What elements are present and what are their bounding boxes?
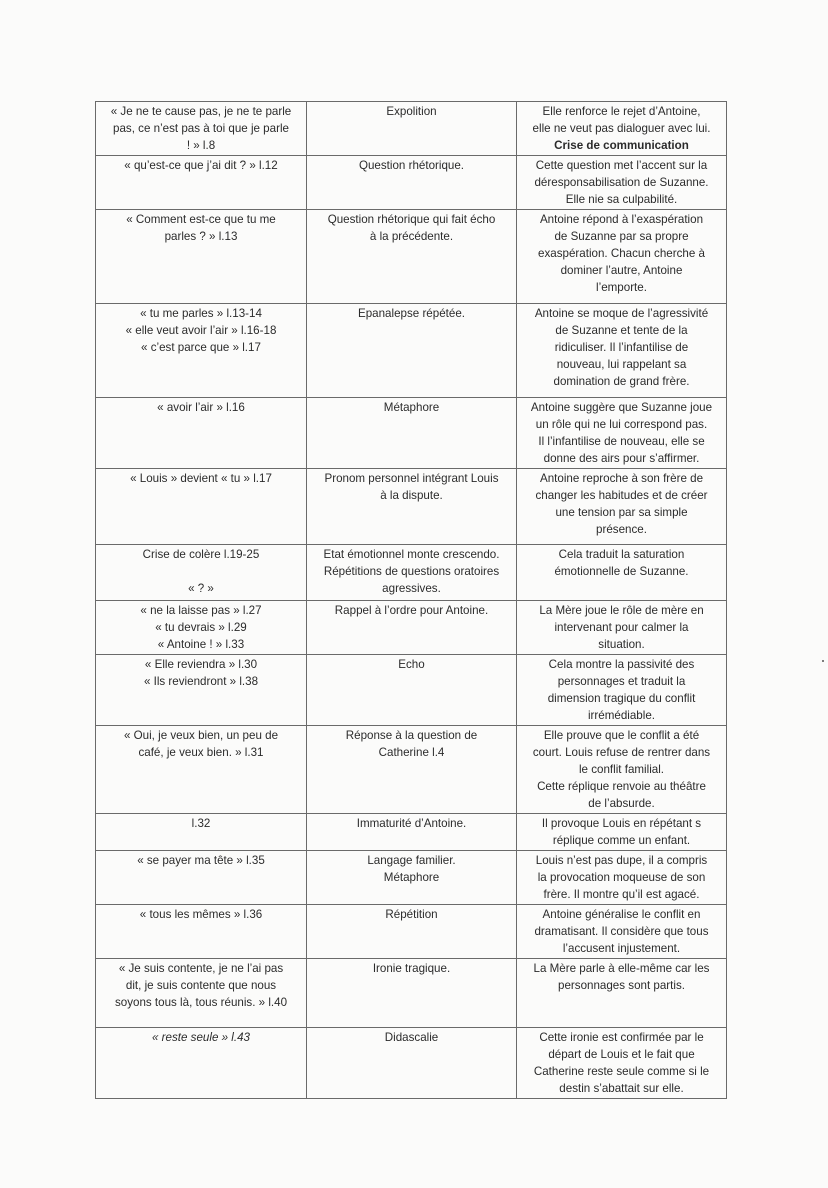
figure-cell	[307, 814, 517, 851]
cell-line: dimension tragique du conflit	[547, 692, 696, 705]
cell-line: « ? »	[188, 582, 214, 595]
cell-line: Cette ironie est confirmée par le	[539, 1031, 704, 1044]
cell-line: Antoine suggère que Suzanne joue	[530, 401, 713, 414]
blank-line	[102, 563, 300, 580]
effect-cell	[517, 851, 727, 905]
effect-cell	[517, 156, 727, 210]
effect-cell	[517, 304, 727, 398]
effect-cell	[517, 398, 727, 469]
table-row	[96, 210, 727, 304]
cell-line: agressives.	[382, 582, 441, 595]
cell-line: Métaphore	[383, 871, 440, 884]
cell-line: Immaturité d’Antoine.	[356, 817, 467, 830]
quote-cell	[96, 726, 307, 814]
cell-line: Ironie tragique.	[372, 962, 451, 975]
cell-line: Cette réplique renvoie au théâtre	[537, 780, 706, 793]
cell-line: Cela montre la passivité des	[548, 658, 695, 671]
cell-line: « Ils reviendront » l.38	[143, 675, 259, 688]
effect-cell	[517, 1028, 727, 1099]
cell-line: Elle renforce le rejet d’Antoine,	[542, 105, 701, 118]
effect-cell	[517, 469, 727, 545]
table-row	[96, 655, 727, 726]
quote-cell	[96, 545, 307, 601]
effect-cell	[517, 210, 727, 304]
cell-line: Antoine généralise le conflit en	[542, 908, 701, 921]
cell-line: Echo	[398, 658, 425, 671]
table-row	[96, 726, 727, 814]
cell-line: La Mère parle à elle-même car les	[533, 962, 710, 975]
cell-line: Langage familier.	[367, 854, 456, 867]
cell-line: « Je suis contente, je ne l’ai pas	[118, 962, 284, 975]
table-row	[96, 156, 727, 210]
cell-line: « Elle reviendra » l.30	[144, 658, 258, 671]
cell-line: « qu’est-ce que j’ai dit ? » l.12	[124, 159, 278, 172]
cell-line: Cela traduit la saturation	[558, 548, 685, 561]
cell-line: dominer l’autre, Antoine	[560, 264, 683, 277]
cell-line: départ de Louis et le fait que	[548, 1048, 695, 1061]
cell-line: l’accusent injustement.	[562, 942, 681, 955]
quote-cell	[96, 304, 307, 398]
cell-line: « elle veut avoir l’air » l.16-18	[125, 324, 277, 337]
cell-line: Epanalepse répétée.	[357, 307, 465, 320]
cell-line: « Je ne te cause pas, je ne te parle	[110, 105, 292, 118]
figure-cell	[307, 545, 517, 601]
cell-line: La Mère joue le rôle de mère en	[539, 604, 704, 617]
table-row	[96, 959, 727, 1028]
figure-cell	[307, 398, 517, 469]
cell-line: de Suzanne par sa propre	[554, 230, 689, 243]
cell-line: Expolition	[386, 105, 437, 118]
figure-cell	[307, 655, 517, 726]
effect-cell	[517, 102, 727, 156]
cell-line: présence.	[596, 523, 647, 536]
quote-cell	[96, 156, 307, 210]
cell-line: changer les habitudes et de créer	[535, 489, 708, 502]
cell-line: « Oui, je veux bien, un peu de	[123, 729, 279, 742]
cell-line: elle ne veut pas dialoguer avec lui.	[532, 122, 711, 135]
cell-line: dramatisant. Il considère que tous	[534, 925, 709, 938]
analysis-table	[95, 101, 727, 1099]
cell-line: soyons tous là, tous réunis. » l.40	[114, 996, 288, 1009]
cell-line: dit, je suis contente que nous	[125, 979, 277, 992]
cell-line: de l’absurde.	[588, 797, 655, 810]
figure-cell	[307, 210, 517, 304]
cell-line: « tu me parles » l.13-14	[140, 307, 262, 320]
cell-line: parles ? » l.13	[164, 230, 238, 243]
cell-line: ! » l.8	[186, 139, 216, 152]
cell-line: exaspération. Chacun cherche à	[538, 247, 705, 260]
quote-cell	[96, 959, 307, 1028]
cell-line: Il provoque Louis en répétant s	[541, 817, 702, 830]
effect-cell	[517, 545, 727, 601]
cell-line: de Suzanne et tente de la	[555, 324, 688, 337]
cell-line: personnages sont partis.	[558, 979, 685, 992]
cell-line: Etat émotionnel monte crescendo.	[323, 548, 500, 561]
figure-cell	[307, 905, 517, 959]
cell-line: Métaphore	[383, 401, 440, 414]
cell-line: réplique comme un enfant.	[552, 834, 691, 847]
cell-line: Antoine reproche à son frère de	[539, 472, 704, 485]
cell-line: Louis n’est pas dupe, il a compris	[535, 854, 708, 867]
cell-line: domination de grand frère.	[553, 375, 690, 388]
quote-cell	[96, 469, 307, 545]
cell-line: Pronom personnel intégrant Louis	[324, 472, 499, 485]
figure-cell	[307, 304, 517, 398]
cell-line: l’emporte.	[596, 281, 647, 294]
cell-line: Question rhétorique.	[358, 159, 465, 172]
cell-line: Antoine répond à l’exaspération	[539, 213, 704, 226]
cell-line: « c’est parce que » l.17	[141, 341, 261, 354]
figure-cell	[307, 156, 517, 210]
cell-line: « reste seule » l.43	[152, 1031, 250, 1044]
quote-cell	[96, 655, 307, 726]
cell-line: émotionnelle de Suzanne.	[554, 565, 689, 578]
cell-line: café, je veux bien. » l.31	[138, 746, 264, 759]
table-row	[96, 469, 727, 545]
cell-line: « Comment est-ce que tu me	[126, 213, 276, 226]
cell-line: Cette question met l’accent sur la	[535, 159, 708, 172]
quote-cell	[96, 814, 307, 851]
cell-line: l.32	[191, 817, 211, 830]
table-row	[96, 1028, 727, 1099]
cell-line: Répétitions de questions oratoires	[323, 565, 500, 578]
quote-cell	[96, 210, 307, 304]
cell-line: situation.	[598, 638, 645, 651]
effect-cell	[517, 655, 727, 726]
cell-line: pas, ce n’est pas à toi que je parle	[113, 122, 289, 135]
cell-line: déresponsabilisation de Suzanne.	[534, 176, 709, 189]
cell-line: Rappel à l’ordre pour Antoine.	[334, 604, 489, 617]
cell-line: « tu devrais » l.29	[155, 621, 247, 634]
cell-line: une tension par sa simple	[555, 506, 688, 519]
cell-line: Crise de communication	[554, 139, 689, 152]
figure-cell	[307, 102, 517, 156]
cell-line: Didascalie	[384, 1031, 439, 1044]
cell-line: « se payer ma tête » l.35	[137, 854, 265, 867]
scan-speck	[822, 660, 824, 662]
quote-cell	[96, 398, 307, 469]
cell-line: destin s’abattait sur elle.	[559, 1082, 684, 1095]
cell-line: un rôle qui ne lui correspond pas.	[535, 418, 708, 431]
cell-line: personnages et traduit la	[557, 675, 686, 688]
cell-line: à la dispute.	[380, 489, 443, 502]
table-row	[96, 905, 727, 959]
cell-line: irrémédiable.	[587, 709, 655, 722]
cell-line: « Antoine ! » l.33	[157, 638, 245, 651]
quote-cell	[96, 102, 307, 156]
table-row	[96, 398, 727, 469]
cell-line: nouveau, lui rappelant sa	[556, 358, 687, 371]
cell-line: « ne la laisse pas » l.27	[140, 604, 262, 617]
cell-line: à la précédente.	[369, 230, 454, 243]
cell-line: Elle prouve que le conflit a été	[543, 729, 700, 742]
cell-line: Question rhétorique qui fait écho	[327, 213, 496, 226]
cell-line: Réponse à la question de	[345, 729, 478, 742]
effect-cell	[517, 905, 727, 959]
cell-line: donne des airs pour s’affirmer.	[543, 452, 700, 465]
table-row	[96, 545, 727, 601]
cell-line: la provocation moqueuse de son	[537, 871, 706, 884]
figure-cell	[307, 959, 517, 1028]
figure-cell	[307, 469, 517, 545]
quote-cell	[96, 1028, 307, 1099]
cell-line: le conflit familial.	[578, 763, 665, 776]
table-row	[96, 814, 727, 851]
figure-cell	[307, 601, 517, 655]
cell-line: « Louis » devient « tu » l.17	[130, 472, 272, 485]
table-row	[96, 851, 727, 905]
figure-cell	[307, 851, 517, 905]
cell-line: Crise de colère l.19-25	[142, 548, 260, 561]
quote-cell	[96, 851, 307, 905]
table-row	[96, 304, 727, 398]
cell-line: frère. Il montre qu’il est agacé.	[543, 888, 700, 901]
quote-cell	[96, 905, 307, 959]
analysis-table-body	[96, 102, 727, 1099]
cell-line: Antoine se moque de l’agressivité	[534, 307, 709, 320]
cell-line: Catherine l.4	[378, 746, 445, 759]
effect-cell	[517, 726, 727, 814]
cell-line: Catherine reste seule comme si le	[533, 1065, 710, 1078]
cell-line: « avoir l’air » l.16	[157, 401, 245, 414]
effect-cell	[517, 959, 727, 1028]
cell-line: Il l’infantilise de nouveau, elle se	[538, 435, 705, 448]
cell-line: Répétition	[385, 908, 438, 921]
table-row	[96, 102, 727, 156]
cell-line: court. Louis refuse de rentrer dans	[532, 746, 711, 759]
cell-line: « tous les mêmes » l.36	[139, 908, 263, 921]
cell-line: Elle nie sa culpabilité.	[565, 193, 678, 206]
figure-cell	[307, 1028, 517, 1099]
cell-line: intervenant pour calmer la	[554, 621, 689, 634]
cell-line: ridiculiser. Il l’infantilise de	[554, 341, 689, 354]
table-row	[96, 601, 727, 655]
quote-cell	[96, 601, 307, 655]
effect-cell	[517, 601, 727, 655]
effect-cell	[517, 814, 727, 851]
figure-cell	[307, 726, 517, 814]
